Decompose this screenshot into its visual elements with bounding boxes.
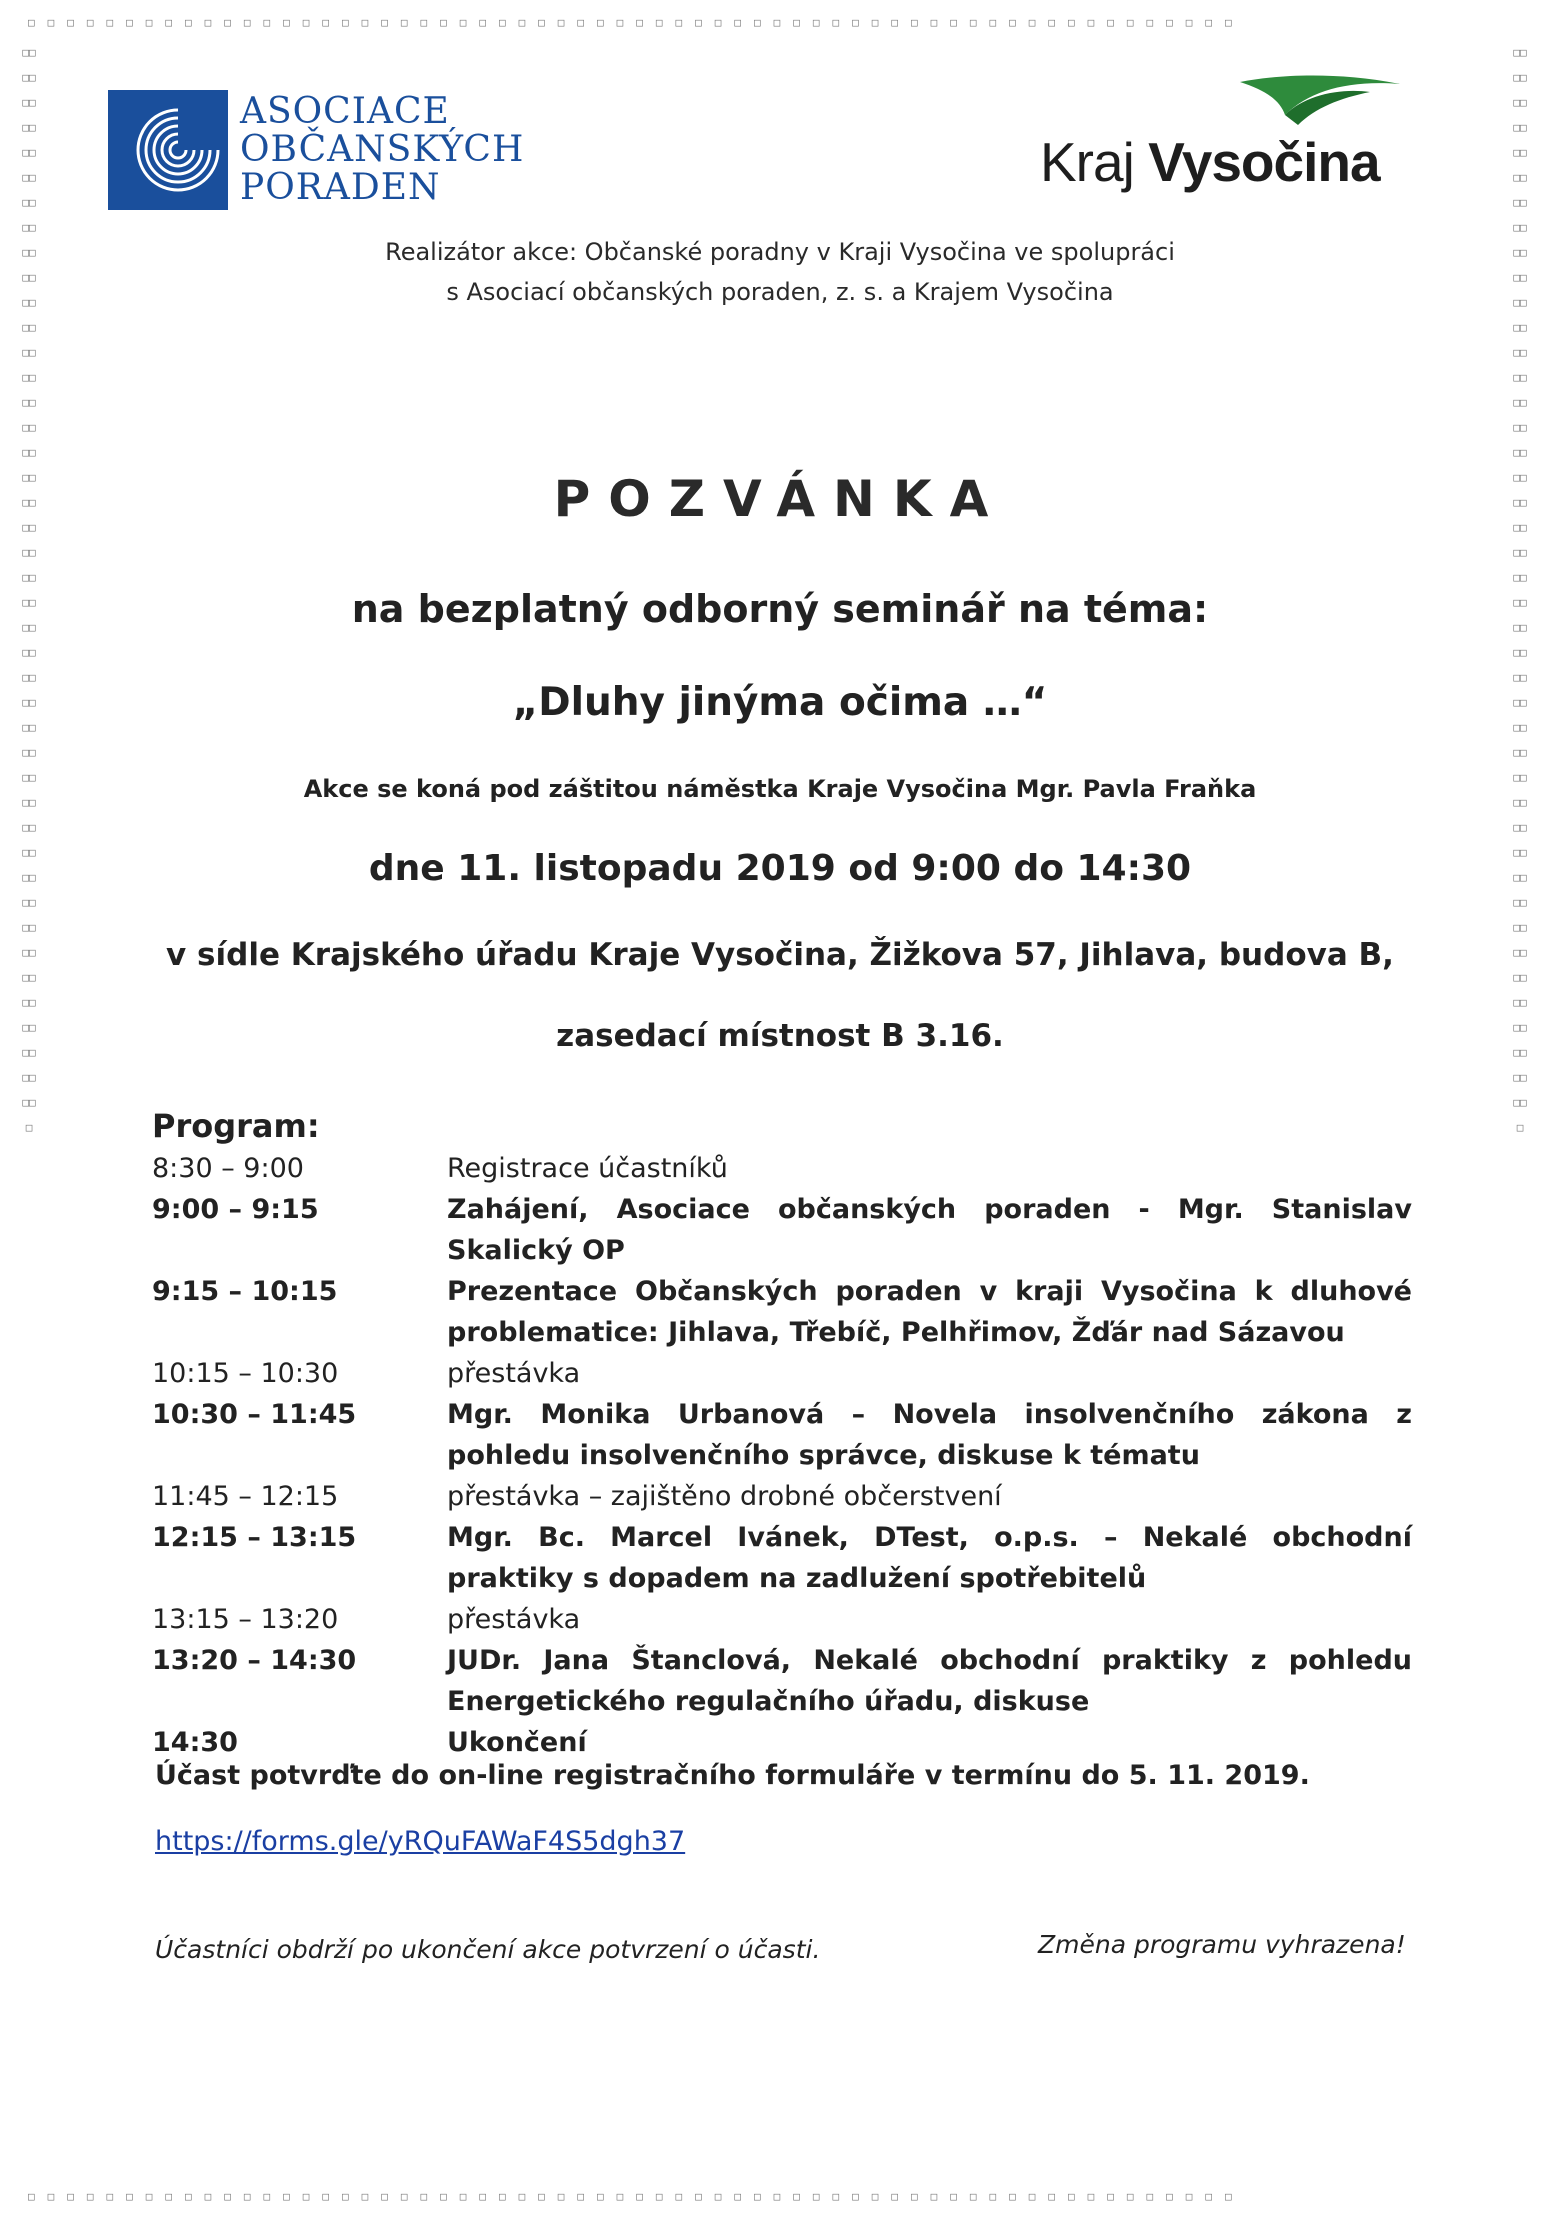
program-time: 14:30 [152, 1727, 238, 1758]
program-item [152, 1394, 1412, 1476]
program-desc: Mgr. Bc. Marcel Ivánek, DTest, o.p.s. – Nekalé obchodní praktiky s dopadem na zadlužení spotřebitelů [447, 1522, 1412, 1594]
program-time: 13:20 – 14:30 [152, 1645, 357, 1676]
organizer-line-1: Realizátor akce: Občanské poradny v Kraji Vysočina ve spolupráci [385, 238, 1175, 266]
program-time: 9:00 – 9:15 [152, 1194, 319, 1225]
program-desc: přestávka – zajištěno drobné občerstvení [447, 1481, 1002, 1512]
certificate-note: Účastníci obdrží po ukončení akce potvrzení o účasti. [155, 1935, 821, 1964]
dotted-border-right: □□□□□□□□□□□□□□□□□□□□□□□□□□□□□□□□□□□□□□□□□□□□□□□□□□□□□□□□□□□□□□□□□□□□□□□□□□□□□□□□□□□□□□□ [1513, 46, 1527, 1134]
dotted-border-top: □□□□□□□□□□□□□□□□□□□□□□□□□□□□□□□□□□□□□□□□□□□□□□□□□□□□□□□□□□□□□□ [28, 16, 1245, 29]
registration-instruction: Účast potvrďte do on-line registračního formuláře v termínu do 5. 11. 2019. [155, 1760, 1310, 1791]
dotted-border-bottom: □□□□□□□□□□□□□□□□□□□□□□□□□□□□□□□□□□□□□□□□□□□□□□□□□□□□□□□□□□□□□□ [28, 2190, 1245, 2203]
program-desc: Prezentace Občanských poraden v kraji Vysočina k dluhové problematice: Jihlava, Třebíč, Pelhřimov, Žďár nad Sázavou [447, 1276, 1412, 1348]
registration-link[interactable]: https://forms.gle/yRQuFAWaF4S5dgh37 [155, 1826, 686, 1857]
aop-logo-text [240, 93, 524, 207]
aop-logo [108, 90, 524, 210]
aop-logo-line: ASOCIACE [240, 91, 450, 132]
aop-logo-line: PORADEN [240, 167, 441, 208]
program-item [152, 1640, 1412, 1722]
aop-logo-line: OBČANSKÝCH [240, 129, 525, 170]
patronage-note: Akce se koná pod záštitou náměstka Kraje Vysočina Mgr. Pavla Fraňka [303, 775, 1257, 803]
kv-logo-regular: Kraj [1040, 131, 1149, 193]
seminar-topic: „Dluhy jinýma očima …“ [512, 680, 1048, 725]
program-heading: Program: [152, 1107, 320, 1145]
program-desc: přestávka [447, 1604, 581, 1635]
program-desc: Ukončení [447, 1727, 587, 1758]
aop-emblem-icon [108, 90, 228, 210]
program-item [152, 1599, 1412, 1640]
kv-logo-bold: Vysočina [1148, 131, 1380, 193]
event-date: dne 11. listopadu 2019 od 9:00 do 14:30 [368, 848, 1192, 889]
program-desc: Mgr. Monika Urbanová – Novela insolvenčního zákona z pohledu insolvenčního správce, diskuse k tématu [447, 1399, 1412, 1471]
program-time: 10:15 – 10:30 [152, 1358, 339, 1389]
event-place-line-1: v sídle Krajského úřadu Kraje Vysočina, Žižkova 57, Jihlava, budova B, [166, 937, 1394, 973]
program-desc: Registrace účastníků [447, 1153, 728, 1184]
program-item [152, 1271, 1412, 1353]
program-time: 8:30 – 9:00 [152, 1153, 304, 1184]
program-time: 11:45 – 12:15 [152, 1481, 339, 1512]
page-title: POZVÁNKA [553, 470, 1007, 528]
program-time: 9:15 – 10:15 [152, 1276, 338, 1307]
kraj-vysocina-logo-text [1040, 130, 1380, 194]
program-item [152, 1476, 1412, 1517]
program-desc: JUDr. Jana Štanclová, Nekalé obchodní praktiky z pohledu Energetického regulačního úřadu, diskuse [447, 1645, 1412, 1717]
program-item [152, 1189, 1412, 1271]
organizer-line-2: s Asociací občanských poraden, z. s. a Krajem Vysočina [446, 278, 1114, 306]
program-item [152, 1148, 1412, 1189]
dotted-border-left: □□□□□□□□□□□□□□□□□□□□□□□□□□□□□□□□□□□□□□□□□□□□□□□□□□□□□□□□□□□□□□□□□□□□□□□□□□□□□□□□□□□□□□□ [22, 46, 36, 1134]
program-item [152, 1353, 1412, 1394]
program-change-note: Změna programu vyhrazena! [1038, 1930, 1406, 1959]
program-item [152, 1517, 1412, 1599]
program-list [152, 1148, 1412, 1763]
program-desc: Zahájení, Asociace občanských poraden - Mgr. Stanislav Skalický OP [447, 1194, 1412, 1266]
program-item [152, 1722, 1412, 1763]
program-time: 13:15 – 13:20 [152, 1604, 339, 1635]
program-desc: přestávka [447, 1358, 581, 1389]
program-time: 12:15 – 13:15 [152, 1522, 357, 1553]
organizer-note [300, 232, 1260, 312]
program-time: 10:30 – 11:45 [152, 1399, 357, 1430]
seminar-subtitle: na bezplatný odborný seminář na téma: [351, 587, 1209, 631]
kraj-vysocina-logo [1040, 70, 1410, 193]
event-place-line-2: zasedací místnost B 3.16. [556, 1018, 1004, 1054]
